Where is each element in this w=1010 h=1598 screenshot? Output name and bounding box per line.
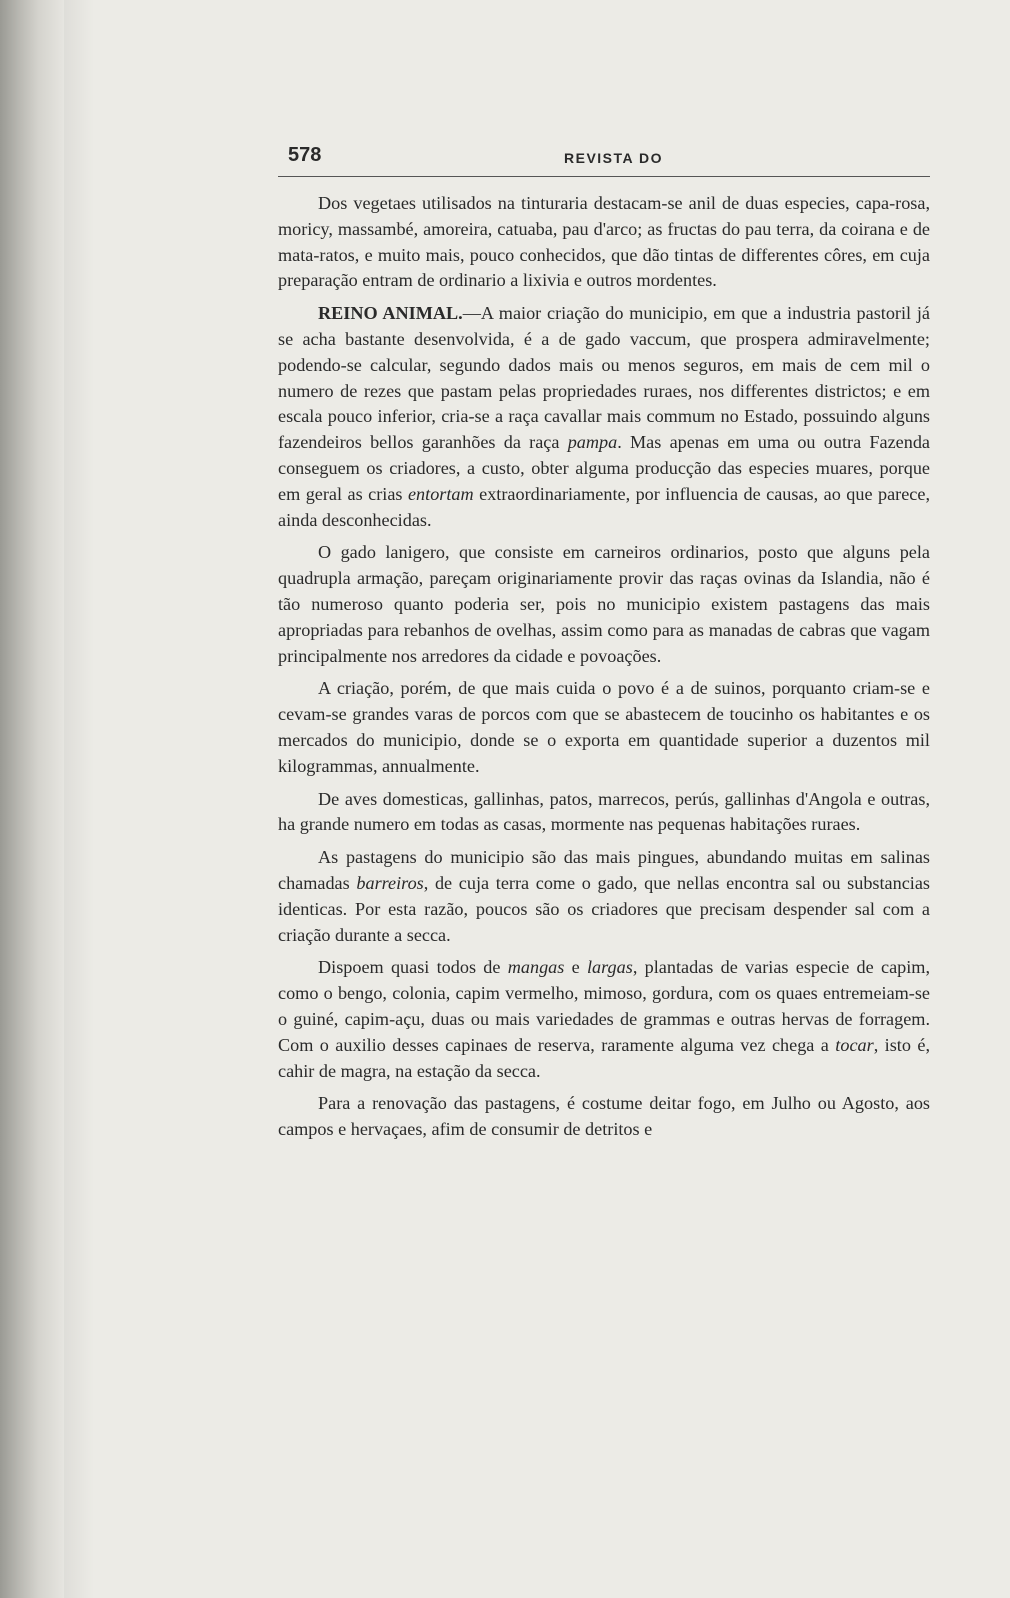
paragraph-text: , plantadas de varias especie de capim, como o bengo, colonia, capim vermelho, mimoso, gordura, com os quaes entremeiam-se o guiné, capim-açu, duas ou mais variedades de grammas e outras hervas de forragem. Com o auxilio desses capinaes de reserva, raramente alguma vez chega a bbox=[278, 957, 930, 1055]
book-binding-edge bbox=[0, 0, 64, 1598]
italic-term: barreiros bbox=[356, 872, 424, 893]
section-heading: REINO ANIMAL. bbox=[318, 303, 463, 324]
paragraph-text: Dos vegetaes utilisados na tinturaria destacam-se anil de duas especies, capa-rosa, moricy, massambé, amoreira, catuaba, pau d'arco; as fructas do pau terra, da coirana e de mata-ratos, e muito mais, pouco conhecidos, que dão tintas de differentes côres, em cuja preparação entram de ordinario a lixivia e outros mordentes. bbox=[278, 193, 930, 291]
paragraph-text: , isto é, cahir de magra, na estação da secca. bbox=[278, 1034, 930, 1081]
page-number: 578 bbox=[288, 144, 322, 166]
paragraph-renovacao bbox=[278, 1091, 930, 1143]
italic-term: largas bbox=[587, 957, 633, 978]
paragraph-text: Dispoem quasi todos de bbox=[318, 957, 508, 978]
paragraph-text: extraordinariamente, por influencia de causas, ao que parece, ainda desconhecidas. bbox=[278, 483, 930, 530]
paragraph-mangas-largas bbox=[278, 955, 930, 1084]
italic-term: entortam bbox=[407, 483, 474, 504]
book-page bbox=[278, 138, 930, 1150]
paragraph-gado-lanigero bbox=[278, 540, 930, 669]
italic-term: mangas bbox=[507, 957, 565, 978]
running-title: REVISTA DO bbox=[564, 150, 664, 166]
paragraph-text: A criação, porém, de que mais cuida o povo é a de suinos, porquanto criam-se e cevam-se grandes varas de porcos com que se abastecem de toucinho os habitantes e os mercados do municipio, donde se o exporta em quantidade superior a duzentos mil kilogrammas, annualmente. bbox=[278, 678, 930, 776]
paragraph-text: —A maior criação do municipio, em que a industria pastoril já se acha bastante desenvolvida, é a de gado vaccum, que prospera admiravelmente; podendo-se calcular, segundo dados mais ou menos seguros, em mais de cem mil o numero de rezes que pastam pelas propriedades ruraes, nos differentes districtos; e em escala pouco inferior, cria-se a raça cavallar mais commum no Estado, possuindo alguns fazendeiros bellos garanhões da raça bbox=[278, 303, 930, 453]
paragraph-text: De aves domesticas, gallinhas, patos, marrecos, perús, gallinhas d'Angola e outras, ha grande numero em todas as casas, mormente nas pequenas habitações ruraes. bbox=[278, 788, 930, 835]
italic-term: pampa bbox=[567, 432, 618, 453]
running-head bbox=[278, 138, 930, 177]
paragraph-text: e bbox=[564, 957, 587, 978]
italic-term: tocar bbox=[835, 1034, 874, 1055]
paragraph-text: . Mas apenas em uma ou outra Fazenda conseguem os criadores, a custo, obter alguma producção das especies muares, porque em geral as crias bbox=[278, 432, 930, 504]
gutter-shadow bbox=[64, 0, 94, 1598]
paragraph-aves bbox=[278, 787, 930, 839]
paragraph-text: , de cuja terra come o gado, que nellas encontra sal ou substancias identicas. Por esta razão, poucos são os criadores que precisam despender sal com a criação durante a secca. bbox=[278, 872, 930, 945]
paragraph-reino-animal bbox=[278, 301, 930, 533]
page-body bbox=[278, 191, 930, 1143]
paragraph-text: O gado lanigero, que consiste em carneiros ordinarios, posto que alguns pela quadrupla armação, pareçam originariamente provir das raças ovinas da Islandia, não é tão numeroso quanto poderia ser, pois no municipio existem pastagens das mais apropriadas para rebanhos de ovelhas, assim como para as manadas de cabras que vagam principalmente nos arredores da cidade e povoações. bbox=[278, 542, 930, 666]
paragraph-dyes bbox=[278, 191, 930, 294]
paragraph-text: As pastagens do municipio são das mais pingues, abundando muitas em salinas chamadas bbox=[278, 847, 930, 893]
paragraph-text: Para a renovação das pastagens, é costume deitar fogo, em Julho ou Agosto, aos campos e hervaçaes, afim de consumir de detritos e bbox=[278, 1093, 930, 1140]
paragraph-pastagens bbox=[278, 845, 930, 948]
paragraph-suinos bbox=[278, 676, 930, 779]
